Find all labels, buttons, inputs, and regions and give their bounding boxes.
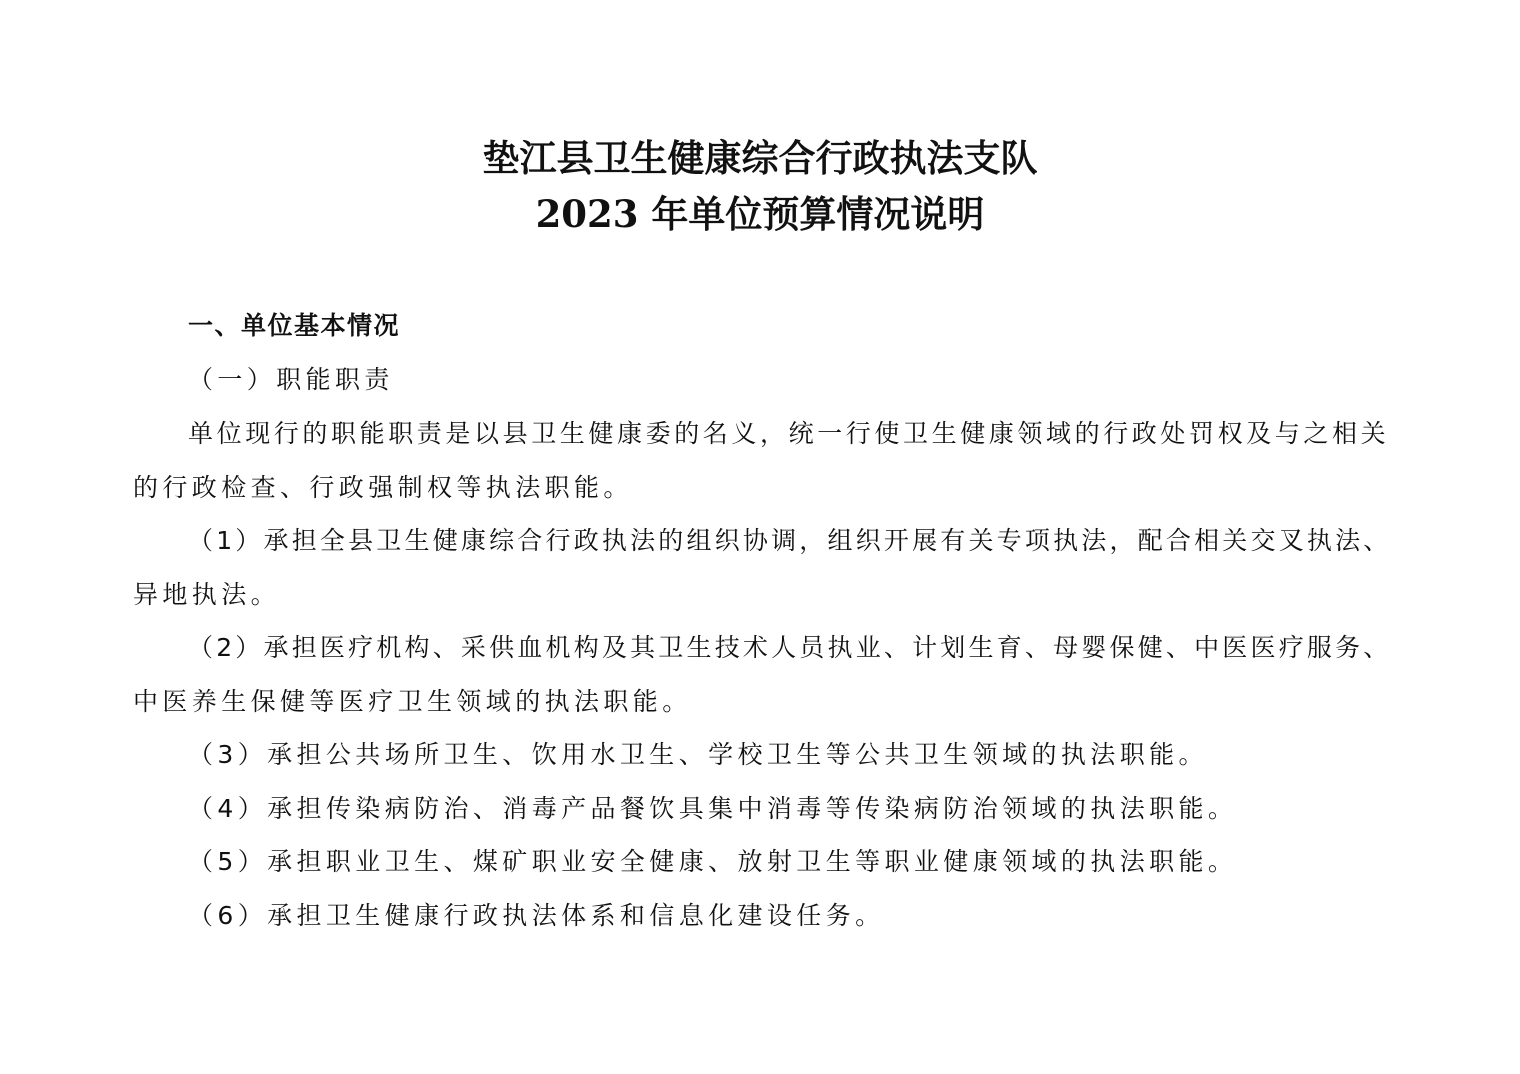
document-title-line-1: 垫江县卫生健康综合行政执法支队 (482, 136, 1038, 180)
document-title-line-2: 2023 年单位预算情况说明 (535, 192, 985, 236)
duty-item-4: （4）承担传染病防治、消毒产品餐饮具集中消毒等传染病防治领域的执法职能。 (188, 794, 1238, 823)
intro-paragraph-line-2: 的行政检查、行政强制权等执法职能。 (133, 473, 633, 502)
duty-item-6: （6）承担卫生健康行政执法体系和信息化建设任务。 (188, 901, 885, 930)
duty-item-3: （3）承担公共场所卫生、饮用水卫生、学校卫生等公共卫生领域的执法职能。 (188, 740, 1208, 769)
intro-paragraph-line-1: 单位现行的职能职责是以县卫生健康委的名义，统一行使卫生健康领域的行政处罚权及与之相关 (188, 419, 1390, 448)
duty-item-5: （5）承担职业卫生、煤矿职业安全健康、放射卫生等职业健康领域的执法职能。 (188, 847, 1238, 876)
duty-item-2-line-2: 中医养生保健等医疗卫生领域的执法职能。 (133, 687, 692, 716)
duty-item-1-line-1: （1）承担全县卫生健康综合行政执法的组织协调，组织开展有关专项执法，配合相关交叉执法、 (188, 526, 1392, 555)
duty-item-1-line-2: 异地执法。 (133, 580, 281, 609)
section-heading: 一、单位基本情况 (188, 311, 401, 340)
subsection-heading: （一）职能职责 (188, 365, 394, 394)
duty-item-2-line-1: （2）承担医疗机构、采供血机构及其卫生技术人员执业、计划生育、母婴保健、中医医疗服务、 (188, 633, 1392, 662)
